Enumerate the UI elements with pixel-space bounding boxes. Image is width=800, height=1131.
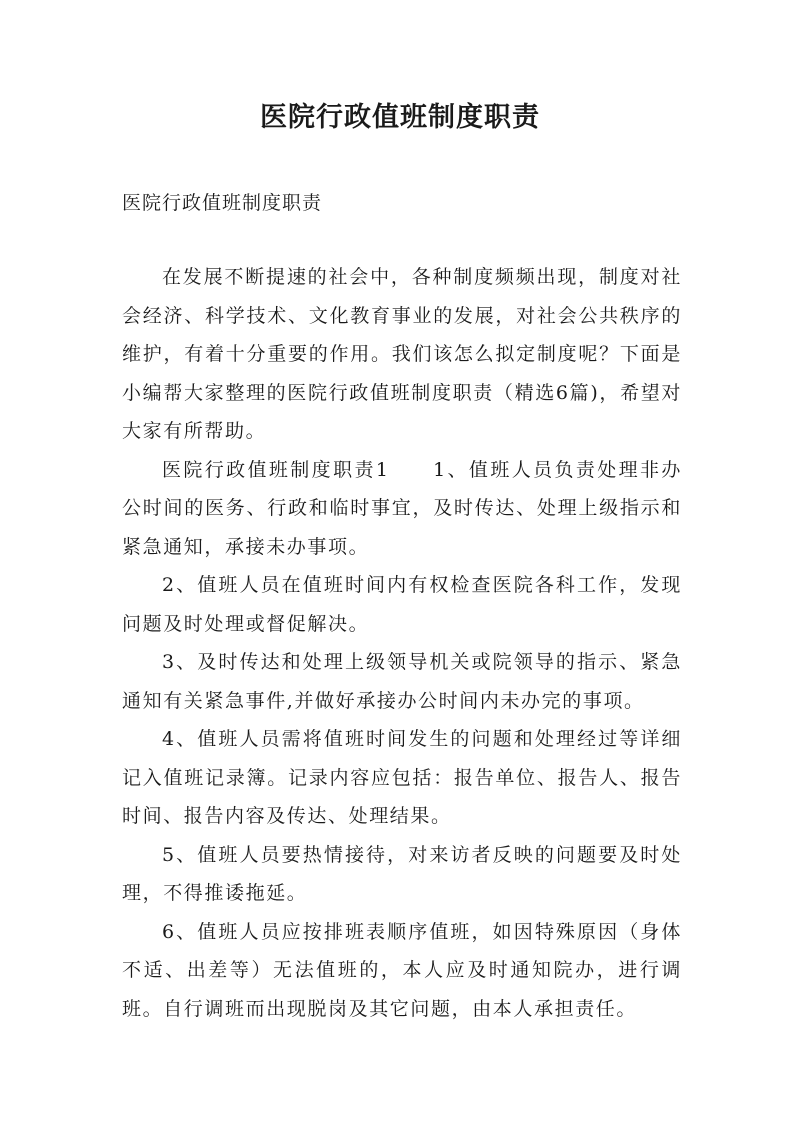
document-title: 医院行政值班制度职责 bbox=[260, 102, 540, 133]
document-body bbox=[122, 258, 682, 1028]
duty-item-5: 5、值班人员要热情接待，对来访者反映的问题要及时处理，不得推诿拖延。 bbox=[122, 843, 682, 904]
intro-paragraph: 在发展不断提速的社会中，各种制度频频出现，制度对社会经济、科学技术、文化教育事业的发展，对社会公共秩序的维护，有着十分重要的作用。我们该怎么拟定制度呢？下面是小编帮大家整理的医院行政值班制度职责（精选6篇)，希望对大家有所帮助。 bbox=[122, 266, 682, 442]
document-subtitle: 医院行政值班制度职责 bbox=[122, 192, 323, 214]
duty-item-1: 医院行政值班制度职责1 1、值班人员负责处理非办公时间的医务、行政和临时事宜，及时传达、处理上级指示和紧急通知，承接未办事项。 bbox=[122, 458, 682, 558]
duty-item-3: 3、及时传达和处理上级领导机关或院领导的指示、紧急通知有关紧急事件,并做好承接办公时间内未办完的事项。 bbox=[122, 651, 682, 712]
duty-item-4: 4、值班人员需将值班时间发生的问题和处理经过等详细记入值班记录簿。记录内容应包括：报告单位、报告人、报告时间、报告内容及传达、处理结果。 bbox=[122, 728, 682, 827]
duty-item-2: 2、值班人员在值班时间内有权检查医院各科工作，发现问题及时处理或督促解决。 bbox=[122, 574, 682, 635]
duty-item-6: 6、值班人员应按排班表顺序值班，如因特殊原因（身体不适、出差等）无法值班的，本人应及时通知院办，进行调班。自行调班而出现脱岗及其它问题，由本人承担责任。 bbox=[122, 920, 682, 1020]
